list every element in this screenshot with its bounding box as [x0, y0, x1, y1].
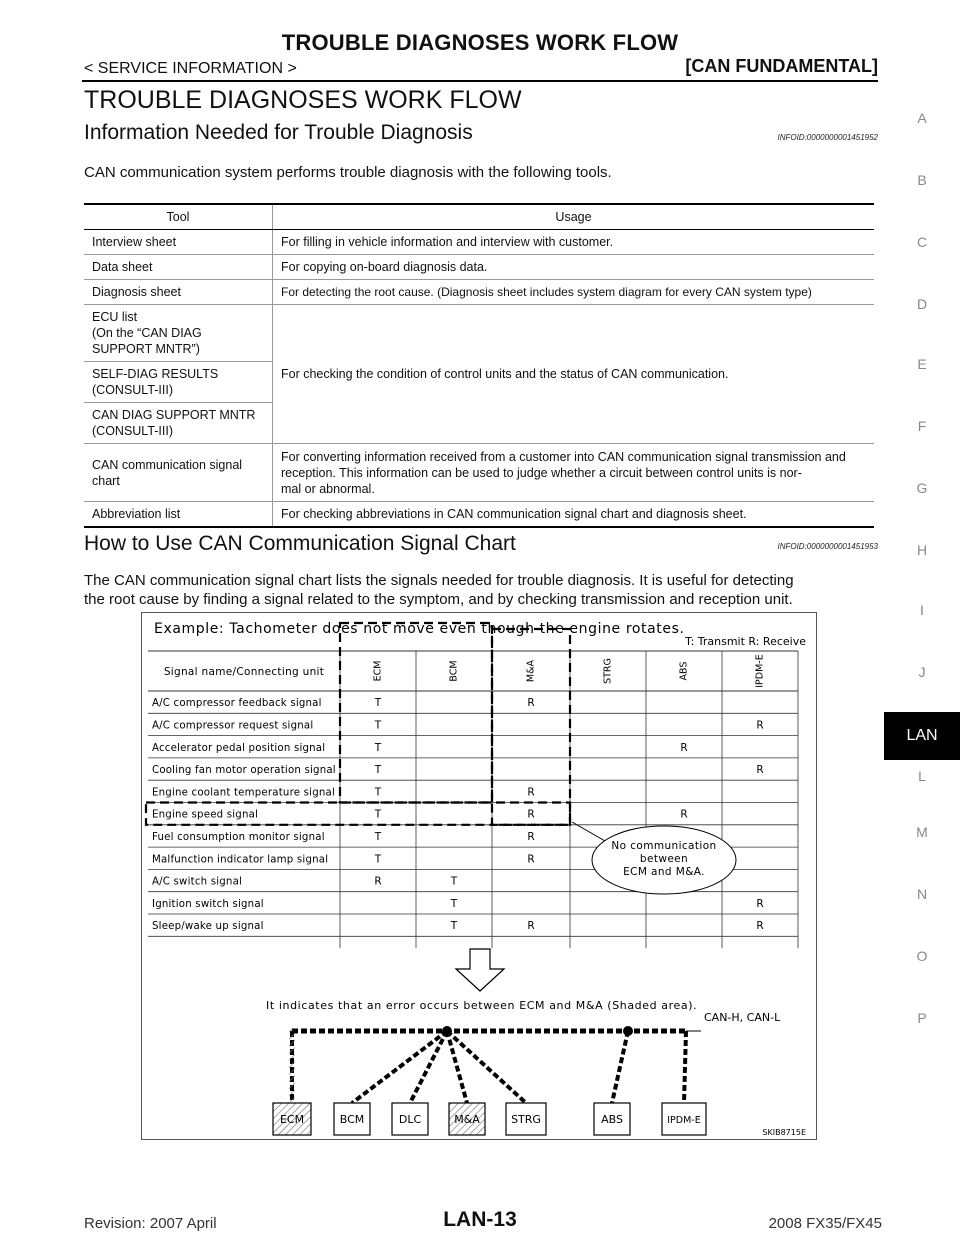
tr-mark: R [527, 853, 535, 866]
side-tab-f[interactable]: F [917, 418, 927, 434]
unit-box-label: ECM [279, 1113, 305, 1126]
callout-text: ECM and M&A. [623, 866, 705, 878]
breadcrumb: < SERVICE INFORMATION > [84, 60, 297, 77]
side-tab-c[interactable]: C [916, 234, 928, 250]
tools-header-usage: Usage [273, 204, 875, 230]
tr-mark: T [374, 697, 382, 710]
tool-cell: Data sheet [84, 255, 273, 280]
signal-name: A/C compressor request signal [152, 720, 314, 732]
legend-text: T: Transmit R: Receive [685, 635, 806, 648]
tool-cell: CAN DIAG SUPPORT MNTR (CONSULT-III) [84, 403, 273, 444]
unit-box-label: DLC [398, 1113, 422, 1126]
side-tab-j[interactable]: J [918, 664, 926, 680]
signal-name: Malfunction indicator lamp signal [152, 854, 329, 866]
unit-header-ipdme: IPDM-E [754, 654, 766, 688]
down-arrow-icon [456, 949, 504, 991]
section-1-infoid: INFOID:0000000001451952 [777, 133, 878, 142]
tr-mark: R [527, 697, 535, 710]
tr-mark: T [450, 875, 458, 888]
signal-name: Engine coolant temperature signal [152, 787, 335, 799]
signal-name: Fuel consumption monitor signal [152, 831, 325, 843]
section-2-body-1: The CAN communication signal chart lists the signals needed for trouble diagnosis. It is useful for detecting [84, 572, 794, 589]
tr-mark: R [527, 808, 535, 821]
page-title: TROUBLE DIAGNOSES WORK FLOW [84, 86, 522, 114]
can-signal-chart-figure [141, 612, 817, 1140]
tr-mark: T [450, 897, 458, 910]
callout-text: between [639, 853, 689, 865]
tr-mark: T [374, 719, 382, 732]
side-tab-d[interactable]: D [916, 296, 928, 312]
unit-box-label: M&A [454, 1113, 480, 1126]
side-tab-p[interactable]: P [917, 1010, 927, 1026]
unit-header-abs: ABS [678, 661, 690, 681]
callout-text: No communication [611, 840, 717, 852]
usage-cell: For converting information received from a customer into CAN communication signal transmission and reception. This information can be used to judge whether a circuit between control units is nor- mal or abnormal. [273, 444, 875, 502]
signal-name: Ignition switch signal [152, 898, 264, 910]
column-header-label: Signal name/Connecting unit [163, 666, 325, 678]
unit-header-ecm: ECM [372, 660, 384, 682]
section-label: [CAN FUNDAMENTAL] [685, 56, 878, 76]
figure-id: SKIB8715E [762, 1128, 806, 1137]
tr-mark: R [756, 764, 764, 777]
side-tab-h[interactable]: H [916, 542, 928, 558]
tools-table [84, 203, 874, 528]
conclusion-text: It indicates that an error occurs between ECM and M&A (Shaded area). [266, 999, 698, 1012]
tool-cell: Interview sheet [84, 230, 273, 255]
usage-cell: For detecting the root cause. (Diagnosis sheet includes system diagram for every CAN system type) [273, 280, 875, 305]
tr-mark: R [680, 741, 688, 754]
tr-mark: T [374, 853, 382, 866]
bus-label: CAN-H, CAN-L [704, 1011, 781, 1024]
tool-cell: CAN communication signal chart [84, 444, 273, 502]
side-tab-l[interactable]: L [918, 768, 926, 784]
footer-page-number: LAN-13 [443, 1208, 517, 1231]
side-tab-e[interactable]: E [917, 356, 927, 372]
usage-cell: For filling in vehicle information and interview with customer. [273, 230, 875, 255]
usage-cell: For checking the condition of control units and the status of CAN communication. [273, 305, 875, 444]
signal-name: Accelerator pedal position signal [152, 742, 326, 754]
tr-mark: T [450, 920, 458, 933]
footer-model: 2008 FX35/FX45 [768, 1215, 882, 1232]
tr-mark: R [527, 830, 535, 843]
tr-mark: T [374, 786, 382, 799]
signal-name: A/C switch signal [152, 876, 243, 888]
unit-box-label: IPDM-E [667, 1115, 701, 1126]
signal-name: A/C compressor feedback signal [152, 698, 322, 710]
side-tab-a[interactable]: A [917, 110, 927, 126]
section-1-title: Information Needed for Trouble Diagnosis [84, 121, 473, 144]
signal-name: Engine speed signal [152, 809, 259, 821]
tools-header-tool: Tool [84, 204, 273, 230]
side-tab-n[interactable]: N [916, 886, 928, 902]
tr-mark: T [374, 764, 382, 777]
footer-revision: Revision: 2007 April [84, 1215, 217, 1232]
side-tab-o[interactable]: O [916, 948, 928, 964]
tr-mark: R [527, 786, 535, 799]
unit-box-label: ABS [601, 1113, 623, 1126]
tool-cell: Diagnosis sheet [84, 280, 273, 305]
tr-mark: R [756, 920, 764, 933]
tr-mark: R [756, 719, 764, 732]
unit-header-bcm: BCM [448, 660, 460, 682]
unit-header-ma: M&A [525, 659, 537, 683]
tr-mark: T [374, 808, 382, 821]
usage-cell: For checking abbreviations in CAN communication signal chart and diagnosis sheet. [273, 502, 875, 528]
tr-mark: R [527, 920, 535, 933]
can-link-line [352, 1031, 447, 1103]
can-signal-chart-svg [142, 613, 818, 1141]
tool-cell: Abbreviation list [84, 502, 273, 528]
tool-cell: SELF-DIAG RESULTS (CONSULT-III) [84, 362, 273, 403]
can-link-line [684, 1031, 686, 1103]
tr-mark: T [374, 830, 382, 843]
section-2-title: How to Use CAN Communication Signal Chart [84, 532, 516, 555]
tr-mark: R [756, 897, 764, 910]
tr-mark: T [374, 741, 382, 754]
signal-name: Sleep/wake up signal [152, 921, 264, 933]
section-2-infoid: INFOID:0000000001451953 [777, 542, 878, 551]
unit-box-label: STRG [511, 1113, 541, 1126]
usage-cell: For copying on-board diagnosis data. [273, 255, 875, 280]
side-tab-i[interactable]: I [920, 602, 924, 618]
header-title: TROUBLE DIAGNOSES WORK FLOW [281, 30, 679, 55]
tool-cell: ECU list (On the “CAN DIAG SUPPORT MNTR”) [84, 305, 273, 362]
signal-name: Cooling fan motor operation signal [152, 765, 336, 777]
example-caption: Example: Tachometer does not move even though the engine rotates. [154, 621, 685, 637]
side-tab-lan[interactable]: LAN [884, 712, 960, 760]
tr-mark: R [374, 875, 382, 888]
side-tab-g[interactable]: G [916, 480, 928, 496]
unit-header-strg: STRG [602, 658, 614, 684]
section-2-body-2: the root cause by finding a signal related to the symptom, and by checking transmission and reception unit. [84, 591, 793, 608]
side-tab-m[interactable]: M [916, 824, 928, 840]
unit-box-label: BCM [339, 1113, 365, 1126]
tr-mark: R [680, 808, 688, 821]
shaded-segment [289, 1028, 295, 1103]
section-1-intro: CAN communication system performs trouble diagnosis with the following tools. [84, 164, 612, 181]
side-tab-b[interactable]: B [917, 172, 927, 188]
can-link-line [612, 1031, 628, 1103]
header-rule [82, 80, 878, 82]
can-link-line [410, 1031, 447, 1103]
